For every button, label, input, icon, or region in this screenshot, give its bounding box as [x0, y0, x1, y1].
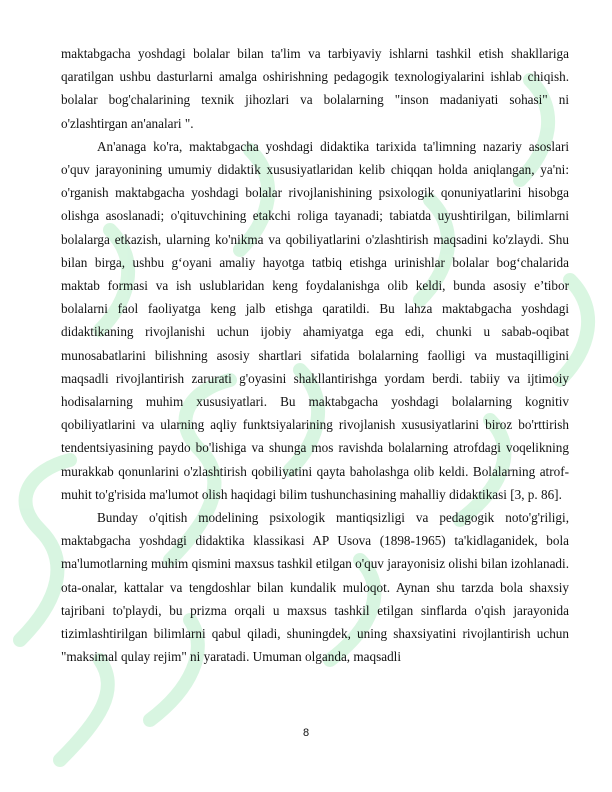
paragraph: Bunday o'qitish modelining psixologik mantiqsizligi va pedagogik noto'g'riligi, maktabgacha yoshdagi didaktika klassikasi AP Usova (1898-1965) ta'kidlaganidek, bola ma'lumotlarning muhim qismini maxsus tashkil etilgan o'quv jarayonisiz olishi bilan izohlanadi. ota-onalar, kattalar va tengdoshlar bilan kundalik muloqot. Aynan shu tarzda bola shaxsiy tajribani to'playdi, bu prizma orqali u maxsus tashkil etilgan sinflarda o'qish jarayonida tizimlashtirilgan bilimlarni qabul qiladi, shuningdek, uning shaxsiyatini rivojlantirish uchun "maksimal qulay rejim" ni yaratadi. Umuman olganda, maqsadli — [61, 510, 569, 665]
paragraph-continuation: maktabgacha yoshdagi bolalar bilan ta'lim va tarbiyaviy ishlarni tashkil etish shakllariga qaratilgan ushbu dasturlarni amalga oshirishning pedagogik texnologiyalarini ishlab chiqish. bolalar bog'chalarining texnik jihozlari va bolalarning "inson madaniyati sohasi" ni o'zlashtirgan an'analari ". — [61, 46, 569, 131]
page-number: 8 — [302, 727, 310, 739]
watermark-stroke — [60, 660, 108, 760]
body-text — [61, 42, 569, 668]
paragraph: An'anaga ko'ra, maktabgacha yoshdagi didaktika tarixida ta'limning nazariy asoslari o'quv jarayonining umumiy didaktik xususiyatlaridan kelib chiqqan holda aniqlangan, ya'ni: o'rganish maktabgacha yoshdagi bolalar rivojlanishining psixologik qonuniyatlarini hisobga olishga asoslanadi; o'qituvchining etakchi roliga tayanadi; tabiatda uyushtirilgan, bilimlarni bolalarga etkazish, ularning ko'nikma va qobiliyatlarini o'zlashtirish maqsadini ko'zlaydi. Shu bilan birga, ushbu g‘oyani amaliy hayotga tatbiq etishga urinishlar bolalar bog‘chalarida maktab formasi va ish uslublaridan keng foydalanishga olib keldi, bunda asosiy e’tibor bolalarni faol faoliyatga keng jalb etishga qaratildi. Bu lahza maktabgacha yoshdagi didaktikaning rivojlanishi uchun ijobiy ahamiyatga ega edi, chunki u sabab-oqibat munosabatlarini bilishning asosiy shartlari sifatida bolalarning faolligi va mustaqilligini maqsadli rivojlantirish zarurati g'oyasini shakllantirishga yordam berdi. tabiiy va ijtimoiy hodisalarning muhim xususiyatlari. Bu maktabgacha yoshdagi bolalarning kognitiv qobiliyatlarini va ularning aqliy funktsiyalarining rivojlanish xususiyatlarini biroz bo'rttirish tendentsiyasining paydo bo'lishiga va shunga mos ravishda bolalarning atrofdagi voqelikning murakkab qonunlarini o'zlashtirish qobiliyatini qayta baholashga olib keldi. Bolalarning atrof-muhit to'g'risida ma'lumot olish haqidagi bilim tushunchasining mahalliy didaktikasi [3, p. 86]. — [61, 138, 569, 502]
